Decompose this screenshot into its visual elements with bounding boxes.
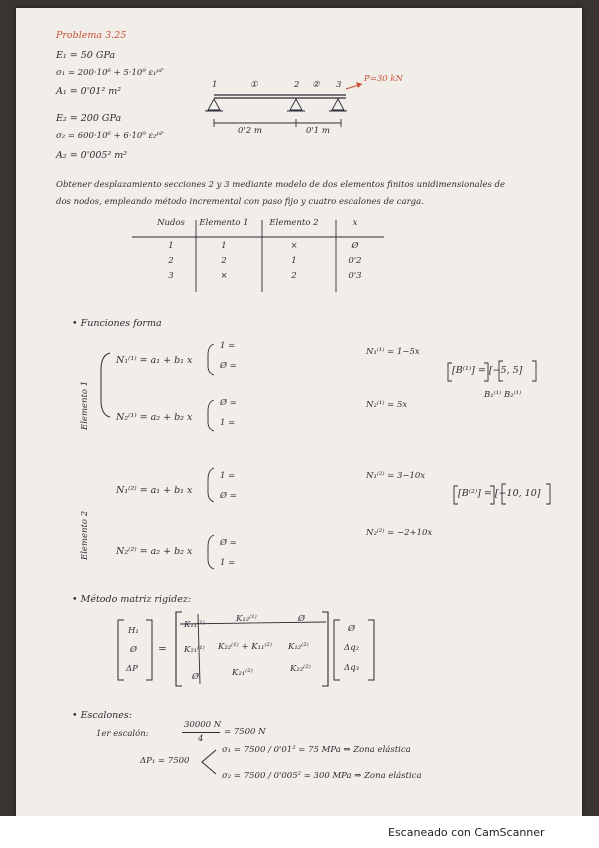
given-sigma2: σ₂ = 600·10⁶ + 6·10⁹ ε₂ᵖᴾ <box>56 131 164 141</box>
scanner-footer <box>0 816 599 848</box>
k-entry: Ø <box>298 614 305 624</box>
given-a1: A₁ = 0'01² m² <box>56 86 122 97</box>
k-entry: K₁₂⁽¹⁾ <box>236 614 257 624</box>
given-e2: E₂ = 200 GPa <box>56 113 122 124</box>
statement-line-2: dos nodos, empleando método incremental con paso fijo y cuatro escalones de carga. <box>56 197 424 207</box>
table-cell: 2 <box>168 256 174 266</box>
rhs-entry: Δq₃ <box>344 663 359 673</box>
table-header-cell: Nudos <box>157 218 185 228</box>
stress-2: σ₂ = 7500 / 0'005² = 300 MPa ⇒ Zona elástica <box>222 771 422 781</box>
table-cell: 3 <box>168 271 174 281</box>
e1-n1-form: N₁⁽¹⁾ = a₁ + b₁ x <box>116 355 193 366</box>
table-cell: 2 <box>221 256 227 266</box>
table-cell: × <box>290 241 298 251</box>
e2-n2-form: N₂⁽²⁾ = a₂ + b₂ x <box>116 546 193 557</box>
k-entry: K₂₂⁽¹⁾ + K₁₁⁽²⁾ <box>218 642 273 652</box>
rhs-entry: Δq₂ <box>344 643 359 653</box>
stress-1: σ₁ = 7500 / 0'01² = 75 MPa ⇒ Zona elástica <box>222 745 411 755</box>
k-entry: K₂₁⁽¹⁾ <box>184 645 205 655</box>
table-cell: 2 <box>291 271 297 281</box>
statement-line-1: Obtener desplazamiento secciones 2 y 3 mediante modelo de dos elementos finitos unidimensionales de <box>56 180 506 190</box>
node-label-2: 2 <box>294 80 300 90</box>
given-e1: E₁ = 50 GPa <box>56 50 116 61</box>
brace-element-1 <box>101 353 110 417</box>
fraction-bar <box>182 732 220 733</box>
problem-title: Problema 3.25 <box>56 30 127 41</box>
e1-n1-case: 1 = <box>220 341 236 351</box>
shape-functions-title: • Funciones forma <box>72 318 162 329</box>
e2-n1-case: Ø = <box>220 491 237 501</box>
given-sigma1: σ₁ = 200·10⁶ + 5·10⁹ ε₁ᵖᴾ <box>56 68 164 78</box>
k-entry: Ø <box>192 672 199 682</box>
length-1: 0'2 m <box>238 126 262 136</box>
support-3 <box>332 99 344 110</box>
given-a2: A₂ = 0'005² m² <box>56 150 128 161</box>
e2-b-matrix: [B⁽²⁾] = [−10, 10] <box>458 488 541 499</box>
element-label-1: ① <box>250 80 258 90</box>
e2-n2-case: 1 = <box>220 558 236 568</box>
stiffness-title: • Método matriz rigidez: <box>72 594 192 605</box>
scanner-watermark: Escaneado con CamScanner <box>388 826 545 839</box>
force-label: P=30 kN <box>364 74 403 84</box>
e2-n2-case: Ø = <box>220 538 237 548</box>
load-fraction-numerator: 30000 N <box>184 720 222 730</box>
steps-title: • Escalones: <box>72 710 132 721</box>
e1-n1-case: Ø = <box>220 361 237 371</box>
load-fraction-denominator: 4 <box>198 734 204 744</box>
nodes-table <box>150 216 378 284</box>
lhs-entry: Ø <box>130 645 137 655</box>
table-cell: × <box>220 271 228 281</box>
element-1-label: Elemento 1 <box>80 380 90 430</box>
e2-n1-case: 1 = <box>220 471 236 481</box>
node-label-3: 3 <box>336 80 342 90</box>
e1-n2-case: Ø = <box>220 398 237 408</box>
k-entry: K₂₂⁽²⁾ <box>290 664 311 674</box>
first-step-label: 1er escalón: <box>96 729 149 739</box>
length-2: 0'1 m <box>306 126 330 136</box>
support-2 <box>290 99 302 110</box>
table-cell: 1 <box>168 241 174 251</box>
table-cell: 1 <box>291 256 297 266</box>
lhs-entry: ΔP <box>126 664 138 674</box>
table-header-cell: Elemento 1 <box>199 218 249 228</box>
table-header <box>150 216 378 231</box>
e2-n1-form: N₁⁽²⁾ = a₁ + b₁ x <box>116 485 193 496</box>
k-entry: K₂₁⁽²⁾ <box>232 668 253 678</box>
table-cell: 0'3 <box>348 271 362 281</box>
e1-n2-form: N₂⁽¹⁾ = a₂ + b₂ x <box>116 412 193 423</box>
e1-b-subscripts: B₁⁽¹⁾ B₂⁽¹⁾ <box>484 390 522 400</box>
support-1 <box>208 99 220 110</box>
k-entry: K₁₁⁽¹⁾ <box>184 620 205 630</box>
load-step-result: = 7500 N <box>224 727 266 737</box>
delta-p1: ΔP₁ = 7500 <box>140 756 190 766</box>
element-2-label: Elemento 2 <box>80 510 90 560</box>
node-label-1: 1 <box>212 80 218 90</box>
table-cell: 0'2 <box>348 256 362 266</box>
k-entry: K₁₂⁽²⁾ <box>288 642 309 652</box>
element-label-2: ② <box>312 80 320 90</box>
e2-n2-result: N₂⁽²⁾ = −2+10x <box>366 528 433 538</box>
lhs-entry: H₁ <box>128 626 139 636</box>
e2-n1-result: N₁⁽²⁾ = 3−10x <box>366 471 426 481</box>
e1-n2-result: N₂⁽¹⁾ = 5x <box>366 400 408 410</box>
e1-b-matrix: [B⁽¹⁾] = [−5, 5] <box>452 365 523 376</box>
table-header-cell: Elemento 2 <box>269 218 319 228</box>
table-cell: 1 <box>221 241 227 251</box>
equals-sign: = <box>158 643 167 655</box>
e1-n1-result: N₁⁽¹⁾ = 1−5x <box>366 347 420 357</box>
table-row <box>150 269 378 284</box>
rhs-entry: Ø <box>348 624 355 634</box>
e1-n2-case: 1 = <box>220 418 236 428</box>
table-row <box>150 254 378 269</box>
table-cell: Ø <box>351 241 359 251</box>
table-header-cell: x <box>352 218 358 228</box>
table-row <box>150 239 378 254</box>
